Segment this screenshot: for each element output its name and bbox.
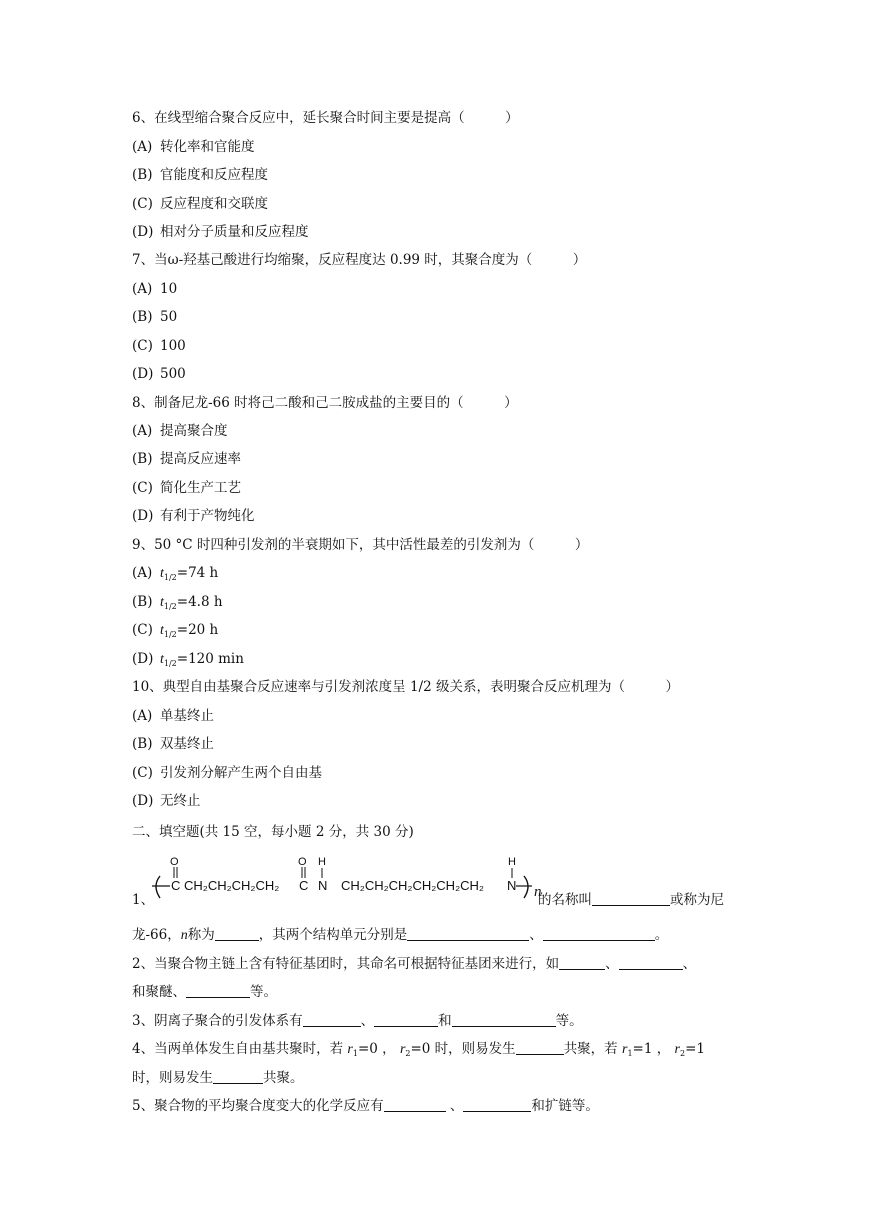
question-7-stem: 7、当ω-羟基己酸进行均缩聚，反应程度达 0.99 时，其聚合度为（ ） <box>132 252 587 268</box>
carbonyl-carbon-1: C <box>171 878 181 893</box>
q6-option-c: (C) 反应程度和交联度 <box>132 196 268 212</box>
q9-option-a: (A) $t_{1/2}=74$ h <box>132 565 219 582</box>
q6-option-b: (B) 官能度和反应程度 <box>132 167 268 183</box>
fill-q4-line1: 4、当两单体发生自由基共聚时，若 $r_1=0$ ， $r_2=0$ 时，则易发生 共聚，若 $r_1=1$ ， $r_2=1$ <box>132 1041 705 1058</box>
repeat-n: n <box>534 884 542 900</box>
q8-option-c: (C) 简化生产工艺 <box>132 480 241 496</box>
question-6-stem: 6、在线型缩合聚合反应中，延长聚合时间主要是提高（ ） <box>132 110 519 126</box>
q8-option-b: (B) 提高反应速率 <box>132 451 241 467</box>
q6-option-d: (D) 相对分子质量和反应程度 <box>132 224 309 240</box>
q7-option-d: (D) 500 <box>132 366 186 382</box>
fill-q4-line2: 时，则易发生 共聚。 <box>132 1070 304 1086</box>
blank-q2-2[interactable] <box>619 955 683 970</box>
amide-hydrogen-1: H <box>318 856 326 868</box>
q10-option-b: (B) 双基终止 <box>132 736 214 752</box>
fill-q3: 3、阴离子聚合的引发体系有 、 和 等。 <box>132 1013 583 1029</box>
q8-option-d: (D) 有利于产物纯化 <box>132 508 255 524</box>
q10-option-d: (D) 无终止 <box>132 793 201 809</box>
blank-q4-2[interactable] <box>213 1069 263 1084</box>
section-2-title: 二、填空题(共 15 空，每小题 2 分，共 30 分) <box>132 824 414 840</box>
fill-q5: 5、聚合物的平均聚合度变大的化学反应有 、 和扩链等。 <box>132 1098 599 1114</box>
question-9-stem: 9、50 °C 时四种引发剂的半衰期如下，其中活性最差的引发剂为（ ） <box>132 537 589 553</box>
q9-option-c: (C) $t_{1/2}=20$ h <box>132 622 219 639</box>
q6-option-a: (A) 转化率和官能度 <box>132 139 255 155</box>
carbonyl-carbon-2: C <box>299 878 309 893</box>
blank-q2-1[interactable] <box>559 955 605 970</box>
question-10-stem: 10、典型自由基聚合反应速率与引发剂浓度呈 1/2 级关系，表明聚合反应机理为（ ） <box>132 679 679 695</box>
fill-q2-line2: 和聚醚、 等。 <box>132 984 277 1000</box>
fill-q1-line1-tail: 的名称叫 或称为尼 <box>538 892 724 908</box>
amide-hydrogen-2: H <box>508 856 516 868</box>
blank-q3-2[interactable] <box>374 1012 438 1027</box>
blank-q1-unit-1[interactable] <box>407 926 529 941</box>
q10-option-a: (A) 单基终止 <box>132 708 214 724</box>
fill-q1-line2: 龙-66，n称为 ，其两个结构单元分别是 、 。 <box>132 927 669 943</box>
blank-q5-1[interactable] <box>384 1097 446 1112</box>
blank-q3-1[interactable] <box>303 1012 361 1027</box>
carbonyl-oxygen-1: O <box>170 856 179 868</box>
blank-q1-unit-2[interactable] <box>543 926 655 941</box>
nylon-66-structural-formula <box>148 856 548 902</box>
q8-option-a: (A) 提高聚合度 <box>132 423 228 439</box>
q7-option-a: (A) 10 <box>132 281 178 297</box>
question-8-stem: 8、制备尼龙-66 时将己二酸和己二胺成盐的主要目的（ ） <box>132 395 518 411</box>
blank-q1-name[interactable] <box>592 891 670 906</box>
fill-q2-line1: 2、当聚合物主链上含有特征基团时，其命名可根据特征基团来进行，如 、 、 <box>132 956 697 972</box>
amide-nitrogen-2: N <box>507 878 517 893</box>
blank-q2-3[interactable] <box>186 983 250 998</box>
blank-q4-1[interactable] <box>516 1040 564 1055</box>
carbonyl-oxygen-2: O <box>298 856 307 868</box>
q9-option-d: (D) $t_{1/2}=120$ min <box>132 651 244 668</box>
blank-q3-3[interactable] <box>452 1012 556 1027</box>
chain-2: CH₂CH₂CH₂CH₂CH₂CH₂ <box>341 878 484 893</box>
chain-1: CH₂CH₂CH₂CH₂ <box>184 878 280 893</box>
amide-nitrogen-1: N <box>318 878 328 893</box>
q7-option-b: (B) 50 <box>132 309 178 325</box>
blank-q5-2[interactable] <box>463 1097 531 1112</box>
q7-option-c: (C) 100 <box>132 338 186 354</box>
blank-q1-n[interactable] <box>215 926 259 941</box>
q9-option-b: (B) $t_{1/2}=4.8$ h <box>132 594 223 611</box>
fill-q1-number: 1、 <box>132 892 155 908</box>
q10-option-c: (C) 引发剂分解产生两个自由基 <box>132 765 322 781</box>
